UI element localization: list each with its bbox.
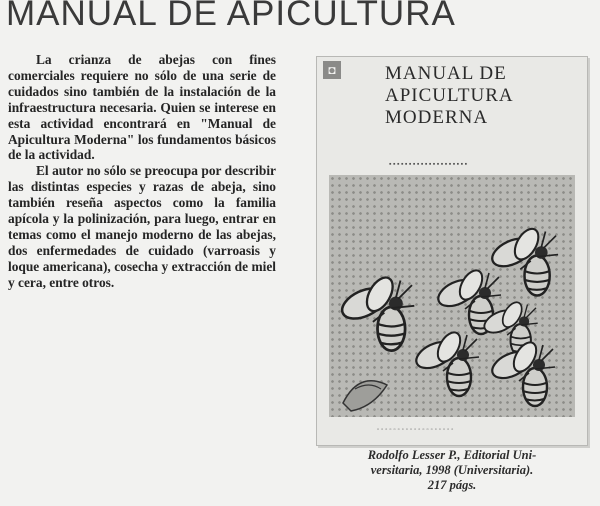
caption-line-3: 217 págs. (427, 478, 477, 492)
caption-line-1: Rodolfo Lesser P., Editorial Uni- (367, 448, 537, 462)
cover-author-smudge: ▪▪▪▪▪▪▪▪▪▪▪▪▪▪▪▪▪▪▪▪ (389, 161, 469, 168)
publisher-logo-icon: ◘ (323, 61, 341, 79)
book-cover (316, 56, 588, 446)
cover-title-line-2: APICULTURA (385, 85, 514, 106)
article-paragraph-2: El autor no sólo se preocupa por describir las distintas especies y razas de abeja, sino también reseña aspectos como la familia apícola y la polinización, para luego, entrar en temas como el manejo moderno de las abejas, dos enfermedades de cuidado (varroasis y loque americana), cosecha y extracción de miel y cera, entre otros. (8, 163, 276, 290)
cover-title-line-3: MODERNA (385, 107, 489, 128)
article-paragraph-1: La crianza de abejas con fines comerciales requiere no sólo de una serie de cuidados sino también de la instalación de la infraestructura necesaria. Quien se interese en esta actividad encontrará en "Manual de Apicultura Moderna" los fundamentos básicos de la actividad. (8, 52, 276, 163)
cover-title (385, 63, 514, 129)
cover-title-line-1: MANUAL DE (385, 63, 507, 84)
bees-icon (329, 175, 575, 417)
cover-publisher-smudge: ▫▫▫▫▫▫▫▫▫▫▫▫▫▫▫▫▫▫▫ (377, 427, 456, 433)
article-body (8, 52, 276, 291)
headline: MANUAL DE APICULTURA (6, 0, 456, 33)
caption-line-2: versitaria, 1998 (Universitaria). (370, 463, 534, 477)
book-caption (318, 448, 586, 493)
bees-illustration (329, 175, 575, 417)
